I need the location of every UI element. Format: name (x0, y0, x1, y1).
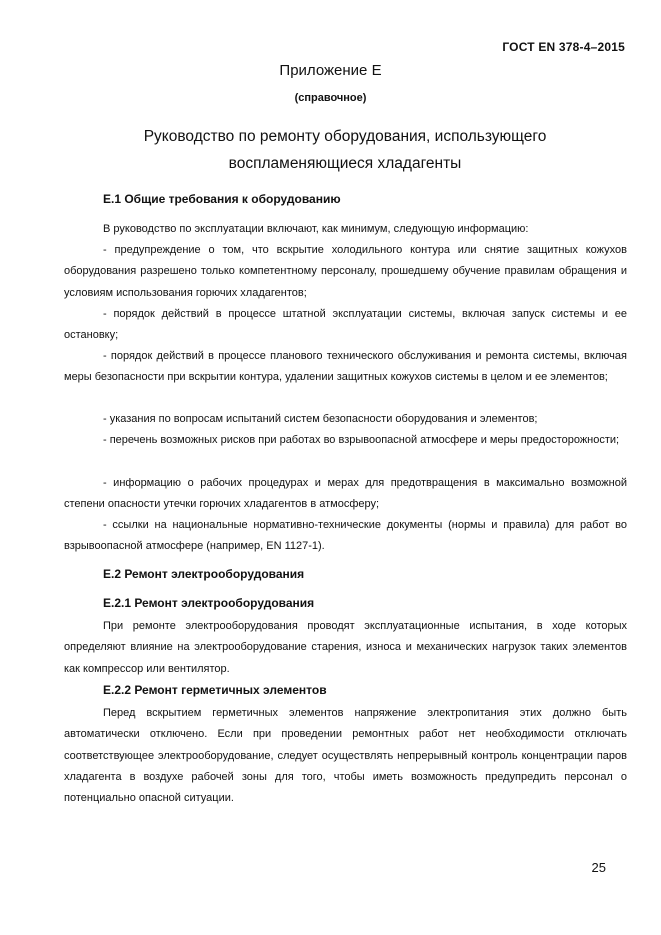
section-e2-heading: Е.2 Ремонт электрооборудования (103, 567, 305, 581)
list-item: - ссылки на национальные нормативно-технические документы (нормы и правила) для работ во взрывоопасной атмосфере (например, EN 1127-1). (64, 519, 627, 553)
section-e21-heading: Е.2.1 Ремонт электрооборудования (103, 596, 315, 610)
list-item: - информацию о рабочих процедурах и мерах для предотвращения в максимально возможной степени опасности утечки горючих хладагентов в атмосферу; (64, 477, 627, 511)
standard-code: ГОСТ EN 378-4–2015 (502, 40, 625, 54)
appendix-title: Приложение Е (279, 62, 382, 79)
section-e1-heading: Е.1 Общие требования к оборудованию (103, 192, 341, 206)
main-title-line-2: воспламеняющиеся хладагенты (228, 155, 462, 172)
list-item: - порядок действий в процессе планового технического обслуживания и ремонта системы, включая меры безопасности при вскрытии контура, удалении защитных кожухов системы в целом и ее элементов; (64, 350, 627, 384)
page-number: 25 (591, 860, 606, 875)
list-item: - порядок действий в процессе штатной эксплуатации системы, включая запуск системы и ее остановку; (64, 308, 627, 342)
appendix-subtitle: (справочное) (294, 92, 367, 104)
main-title (60, 123, 630, 177)
section-e22-heading: Е.2.2 Ремонт герметичных элементов (103, 683, 327, 697)
section-e22-text: Перед вскрытием герметичных элементов напряжение электропитания этих должно быть автоматически отключено. Если при проведении ремонтных работ нет необходимости отключать соответствующее электрооборудование, следует осуществлять непрерывный контроль концентрации паров хладагента в воздухе рабочей зоны для того, чтобы иметь возможность предупредить персонал о потенциально опасной ситуации. (64, 707, 627, 805)
list-item: - предупреждение о том, что вскрытие холодильного контура или снятие защитных кожухов оборудования разрешено только компетентному персоналу, прошедшему обучение правилам обращения и условиям использования горючих хладагентов; (64, 244, 627, 299)
section-e1-intro: В руководство по эксплуатации включают, как минимум, следующую информацию: (103, 223, 529, 235)
main-title-line-1: Руководство по ремонту оборудования, использующего (143, 128, 547, 145)
section-e21-text: При ремонте электрооборудования проводят эксплуатационные испытания, в ходе которых определяют влияние на электрооборудование старения, износа и механических нагрузок таких элементов как компрессор или вентилятор. (64, 620, 627, 675)
list-item: - указания по вопросам испытаний систем безопасности оборудования и элементов; (103, 413, 538, 425)
list-item: - перечень возможных рисков при работах во взрывоопасной атмосфере и меры предосторожности; (103, 434, 620, 446)
